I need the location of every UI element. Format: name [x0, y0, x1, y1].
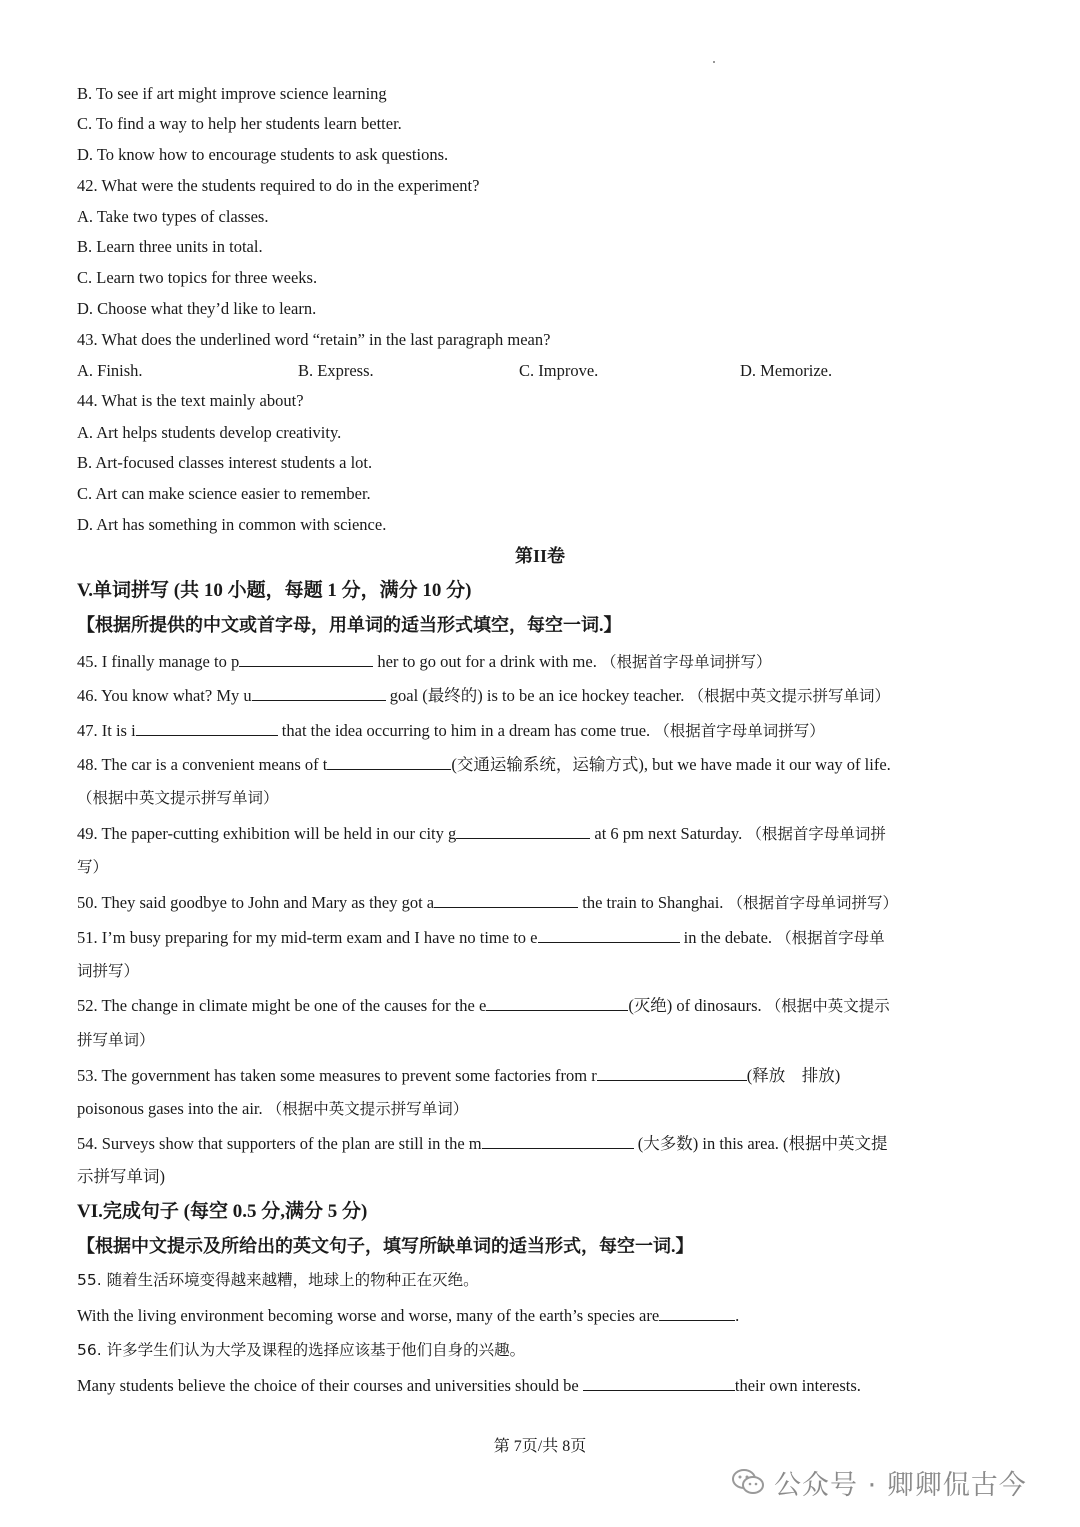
- option-41b: B. To see if art might improve science learning: [77, 84, 387, 103]
- answer-blank-45[interactable]: [239, 651, 373, 667]
- question-44: 44. What is the text mainly about?: [77, 391, 304, 410]
- question-56-chinese: 56. 许多学生们认为大学及课程的选择应该基于他们自身的兴趣。: [77, 1341, 526, 1359]
- option-44b: B. Art-focused classes interest students a lot.: [77, 453, 373, 472]
- question-42: 42. What were the students required to do in the experiment?: [77, 176, 480, 195]
- answer-blank-47[interactable]: [136, 720, 278, 736]
- question-56-english: Many students believe the choice of their courses and universities should be their own interests.: [77, 1376, 861, 1395]
- question-54: 54. Surveys show that supporters of the plan are still in the m (大多数) in this area. (根据中英文提: [77, 1134, 888, 1153]
- question-53-cont: poisonous gases into the air. （根据中英文提示拼写单词）: [77, 1099, 469, 1118]
- question-49: 49. The paper-cutting exhibition will be held in our city g at 6 pm next Saturday. （根据首字母单词拼: [77, 824, 886, 843]
- option-42b: B. Learn three units in total.: [77, 237, 263, 256]
- question-52: 52. The change in climate might be one of the causes for the e (灭绝) of dinosaurs. （根据中英文提示: [77, 996, 890, 1015]
- page-number: 第 7页/共 8页: [493, 1438, 587, 1455]
- option-42c: C. Learn two topics for three weeks.: [77, 268, 318, 287]
- part2-title: 第II卷: [514, 546, 565, 566]
- option-43a: A. Finish.: [77, 361, 143, 380]
- wechat-icon: [730, 1464, 766, 1500]
- answer-blank-53[interactable]: [597, 1065, 747, 1081]
- section5-instruction: 【根据所提供的中文或首字母，用单词的适当形式填空，每空一词.】: [77, 615, 622, 635]
- question-51: 51. I’m busy preparing for my mid-term exam and I have no time to e in the debate. （根据首字母单: [77, 928, 885, 947]
- answer-blank-52[interactable]: [486, 995, 628, 1011]
- question-48: 48. The car is a convenient means of t (交通运输系统，运输方式), but we have made it our way of life.: [77, 755, 891, 774]
- answer-blank-51[interactable]: [538, 927, 680, 943]
- option-44d: D. Art has something in common with science.: [77, 515, 387, 534]
- section6-title: VI.完成句子 (每空 0.5 分,满分 5 分): [77, 1201, 368, 1222]
- section6-instruction: 【根据中文提示及所给出的英文句子，填写所缺单词的适当形式，每空一词.】: [77, 1236, 694, 1256]
- watermark-text: 公众号 · 卿卿侃古今: [774, 1469, 1027, 1501]
- answer-blank-49[interactable]: [456, 823, 590, 839]
- question-50: 50. They said goodbye to John and Mary as they got a the train to Shanghai. （根据首字母单词拼写）: [77, 893, 899, 912]
- watermark: [730, 1462, 1027, 1502]
- section5-title: V.单词拼写 (共 10 小题，每题 1 分，满分 10 分): [77, 580, 472, 601]
- option-44c: C. Art can make science easier to remember.: [77, 484, 371, 503]
- option-43b: B. Express.: [298, 361, 374, 380]
- question-49-hint-cont: 写）: [77, 858, 109, 876]
- question-43: 43. What does the underlined word “retain” in the last paragraph mean?: [77, 330, 551, 349]
- answer-blank-54[interactable]: [482, 1133, 634, 1149]
- question-46: 46. You know what? My u goal (最终的) is to be an ice hockey teacher. （根据中英文提示拼写单词）: [77, 686, 891, 705]
- answer-blank-55[interactable]: [659, 1305, 735, 1321]
- question-54-hint-cont: 示拼写单词): [77, 1167, 165, 1186]
- answer-blank-50[interactable]: [434, 892, 578, 908]
- option-41c: C. To find a way to help her students learn better.: [77, 114, 402, 133]
- question-45: 45. I finally manage to p her to go out for a drink with me. （根据首字母单词拼写）: [77, 652, 772, 671]
- answer-blank-48[interactable]: [327, 754, 451, 770]
- option-42d: D. Choose what they’d like to learn.: [77, 299, 317, 318]
- scan-speck: [713, 61, 715, 63]
- question-52-hint-cont: 拼写单词）: [77, 1031, 155, 1049]
- question-55-chinese: 55. 随着生活环境变得越来越糟，地球上的物种正在灭绝。: [77, 1271, 479, 1289]
- answer-blank-56[interactable]: [583, 1375, 735, 1391]
- option-43d: D. Memorize.: [740, 361, 833, 380]
- question-55-english: With the living environment becoming worse and worse, many of the earth’s species are .: [77, 1306, 740, 1325]
- option-41d: D. To know how to encourage students to ask questions.: [77, 145, 449, 164]
- question-51-hint-cont: 词拼写）: [77, 962, 140, 980]
- question-47: 47. It is i that the idea occurring to him in a dream has come true. （根据首字母单词拼写）: [77, 721, 825, 740]
- option-44a: A. Art helps students develop creativity.: [77, 423, 342, 442]
- option-43c: C. Improve.: [519, 361, 599, 380]
- option-42a: A. Take two types of classes.: [77, 207, 269, 226]
- question-48-hint: （根据中英文提示拼写单词）: [77, 789, 279, 807]
- question-53: 53. The government has taken some measures to prevent some factories from r (释放 排放): [77, 1066, 841, 1085]
- answer-blank-46[interactable]: [252, 685, 386, 701]
